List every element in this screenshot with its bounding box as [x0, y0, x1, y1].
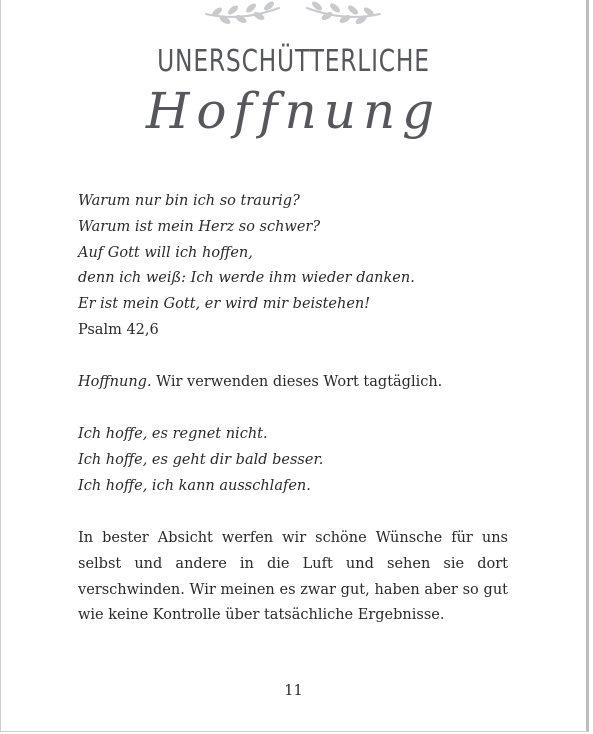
chapter-title-script: Hoffnung	[145, 82, 442, 140]
body-paragraph: In bester Absicht werfen wir schöne Wünsche für uns selbst und andere in die Luft und sehen sie dort verschwinden. Wir meinen es zwar gut, haben aber so gut wie keine Kontrolle über tatsächliche Ergebnisse.	[78, 530, 508, 624]
page-number: 11	[284, 683, 303, 699]
verse-reference: Psalm 42,6	[78, 321, 159, 338]
leaf-branch-icon	[201, 0, 385, 26]
verse-line: Warum ist mein Herz so schwer?	[78, 218, 321, 235]
hope-sentence	[78, 370, 508, 396]
psalm-verse	[78, 189, 508, 344]
hope-rest: Wir verwenden dieses Wort tagtäglich.	[151, 374, 443, 390]
chapter-title: UNERSCHÜTTERLICHE	[157, 44, 430, 79]
verse-line: Auf Gott will ich hoffen,	[78, 244, 253, 261]
verse-line: denn ich weiß: Ich werde ihm wieder danken.	[78, 270, 415, 287]
verse-line: Er ist mein Gott, er wird mir beistehen!	[78, 296, 371, 313]
verse-line: Warum nur bin ich so traurig?	[78, 193, 300, 209]
hope-examples	[78, 422, 508, 499]
example-line: Ich hoffe, es geht dir bald besser.	[78, 451, 324, 468]
example-line: Ich hoffe, ich kann ausschlafen.	[78, 477, 311, 494]
example-line: Ich hoffe, es regnet nicht.	[78, 426, 268, 442]
hope-word: Hoffnung.	[78, 374, 152, 390]
